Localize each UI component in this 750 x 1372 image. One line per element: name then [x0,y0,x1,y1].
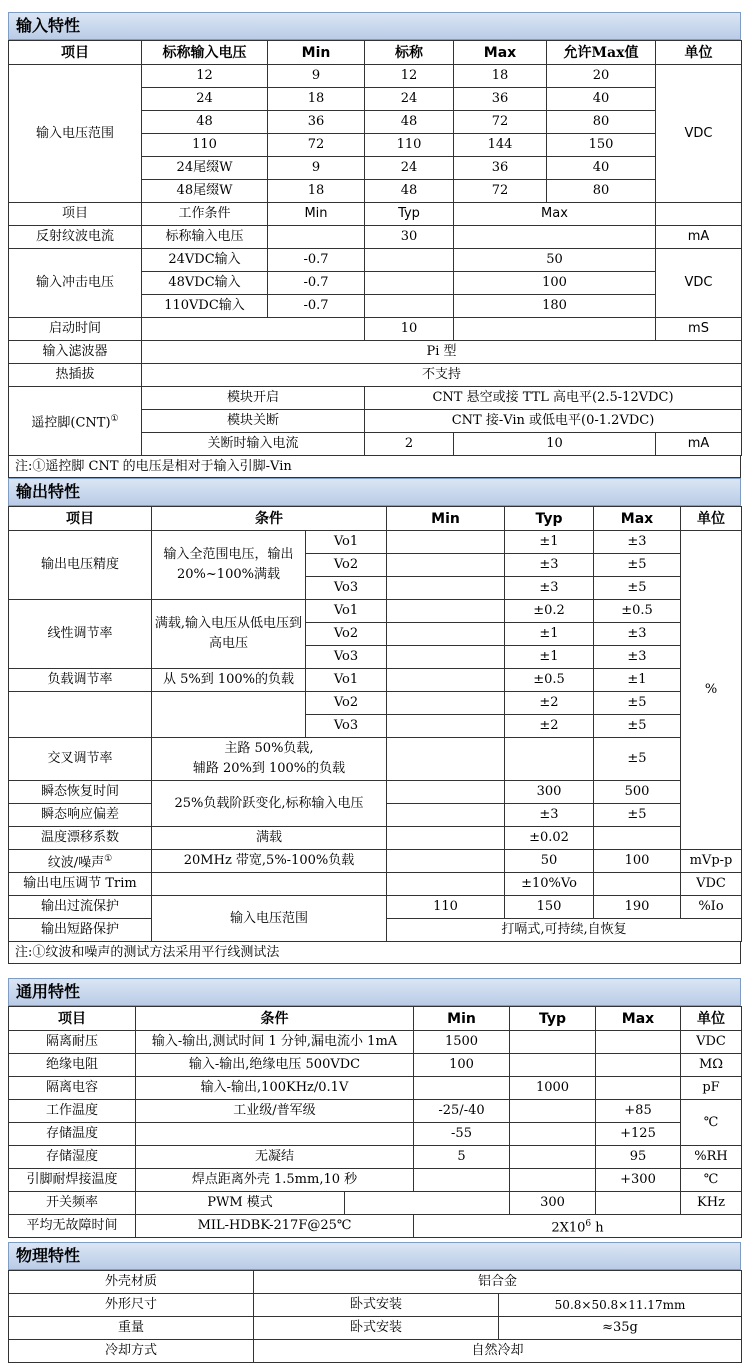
cell [414,1215,742,1238]
cell: 110 [142,134,268,157]
cell: 24 [365,88,454,111]
cell: ±3 [505,554,594,577]
cell: ±1 [505,531,594,554]
cell: 150 [547,134,656,157]
cell [596,1192,681,1215]
mtbf-exponent: 6 [585,1218,592,1229]
table-row [9,850,742,873]
cell: +300 [596,1169,681,1192]
subheader-cell: Max [454,203,656,226]
input-section [8,12,741,478]
table-row [9,692,742,715]
cell: 36 [268,111,365,134]
condition-cell: 无凝结 [136,1146,414,1169]
cell: 9 [268,157,365,180]
cell [387,850,505,873]
cell: 100 [594,850,681,873]
cell: CNT 悬空或接 TTL 高电平(2.5-12VDC) [365,387,742,410]
cell: ≈35g [499,1317,742,1340]
table-row [9,1271,742,1294]
cell: 100 [414,1054,510,1077]
row-label: 热插拔 [9,364,142,387]
condition-cell: 焊点距离外壳 1.5mm,10 秒 [136,1169,414,1192]
cell: +125 [596,1123,681,1146]
header-cell: 单位 [656,41,742,65]
cell [9,692,152,738]
table-row [9,827,742,850]
cell: 自然冷却 [254,1340,742,1363]
row-label: 交叉调节率 [9,738,152,781]
cell [387,531,505,554]
cell: ±0.02 [505,827,594,850]
table-row [9,1054,742,1077]
cell: 36 [454,88,547,111]
table-row [9,41,742,65]
cell: ±0.5 [594,600,681,623]
condition-cell: MIL-HDBK-217F@25℃ [136,1215,414,1238]
table-row [9,1123,742,1146]
condition-cell [152,873,387,896]
cell [387,873,505,896]
cell: 48尾缀W [142,180,268,203]
cell: ±1 [505,623,594,646]
cell: Vo3 [306,577,387,600]
row-label: 负载调节率 [9,669,152,692]
cell [510,1031,596,1054]
unit-cell: ℃ [681,1169,742,1192]
cell: ±5 [594,804,681,827]
cell: 50.8×50.8×11.17mm [499,1294,742,1317]
row-label: 隔离电容 [9,1077,136,1100]
cell [387,646,505,669]
mtbf-base: 2X10 [551,1220,586,1236]
cell [596,1077,681,1100]
cell: ±5 [594,738,681,781]
row-label: 冷却方式 [9,1340,254,1363]
cell [387,692,505,715]
cell: -25/-40 [414,1100,510,1123]
row-label: 工作温度 [9,1100,136,1123]
condition-cell: 从 5%到 100%的负载 [152,669,306,692]
cell [594,827,681,850]
cell [345,1192,510,1215]
cell: 300 [505,781,594,804]
cell [594,873,681,896]
cell: 48 [365,111,454,134]
input-section-title: 输入特性 [8,12,741,40]
unit-cell: VDC [656,249,742,318]
cell [510,1123,596,1146]
unit-cell: ℃ [681,1100,742,1146]
table-row [9,1031,742,1054]
subheader-cell: Typ [365,203,454,226]
cell [387,738,505,781]
cell: ±5 [594,577,681,600]
header-cell: 标称输入电压 [142,41,268,65]
unit-cell: VDC [656,65,742,203]
header-cell: 单位 [681,1007,742,1031]
row-label: 瞬态恢复时间 [9,781,152,804]
cell: Vo3 [306,715,387,738]
unit-cell: MΩ [681,1054,742,1077]
cnt-label: 遥控脚(CNT) [31,415,111,431]
unit-cell: mA [656,226,742,249]
row-label: 输出电压调节 Trim [9,873,152,896]
cell: +85 [596,1100,681,1123]
cell [152,692,306,738]
cell: ±2 [505,692,594,715]
physical-section-title: 物理特性 [8,1242,741,1270]
cell: 18 [268,88,365,111]
output-section-title: 输出特性 [8,478,741,506]
cell: 12 [365,65,454,88]
cell: 24尾缀W [142,157,268,180]
table-row [9,669,742,692]
table-row [9,507,742,531]
cell: 10 [454,433,656,456]
general-table [8,1006,742,1238]
header-cell: Max [594,507,681,531]
table-row [9,781,742,804]
condition-cell: 工业级/普军级 [136,1100,414,1123]
header-cell: 单位 [681,507,742,531]
subheader-cell: 项目 [9,203,142,226]
cell: 5 [414,1146,510,1169]
cell [656,203,742,226]
cell [387,554,505,577]
cell [454,226,656,249]
condition-cell: 25%负载阶跃变化,标称输入电压 [152,781,387,827]
cell: 100 [454,272,656,295]
cell: 180 [454,295,656,318]
cell [387,600,505,623]
cell: 12 [142,65,268,88]
cell: ±3 [505,577,594,600]
cell: 150 [505,896,594,919]
cell: Vo1 [306,669,387,692]
cell: 1000 [510,1077,596,1100]
unit-cell: mVp-p [681,850,742,873]
header-cell: Min [268,41,365,65]
row-label: 反射纹波电流 [9,226,142,249]
row-label: 外形尺寸 [9,1294,254,1317]
cell: Pi 型 [142,341,742,364]
table-row [9,1077,742,1100]
row-label: 隔离耐压 [9,1031,136,1054]
cell [387,804,505,827]
cell: 24 [365,157,454,180]
cell: 36 [454,157,547,180]
cell: Vo3 [306,646,387,669]
physical-section [8,1242,741,1363]
cell: -0.7 [268,272,365,295]
table-row [9,364,742,387]
condition-cell: 满载 [152,827,387,850]
cell: ±0.5 [505,669,594,692]
mtbf-unit: h [591,1220,604,1236]
cell: 20 [547,65,656,88]
table-row [9,1192,742,1215]
cell: 72 [454,180,547,203]
table-row [9,600,742,623]
cell [510,1146,596,1169]
cell [387,781,505,804]
row-label: 输出过流保护 [9,896,152,919]
cell: 48 [142,111,268,134]
general-section [8,978,741,1238]
cell: 10 [365,318,454,341]
cell: -0.7 [268,295,365,318]
cell: 模块开启 [142,387,365,410]
cell: 40 [547,157,656,180]
cell [414,1169,510,1192]
row-label: 输入冲击电压 [9,249,142,318]
cell: 500 [594,781,681,804]
cell: CNT 接-Vin 或低电平(0-1.2VDC) [365,410,742,433]
header-cell: Max [596,1007,681,1031]
cell: ±3 [594,531,681,554]
cell: 24VDC输入 [142,249,268,272]
cell [387,715,505,738]
header-cell: Typ [505,507,594,531]
header-cell: Typ [510,1007,596,1031]
input-table [8,40,742,456]
condition-cell [136,1123,414,1146]
table-row [9,387,742,410]
row-label: 开关频率 [9,1192,136,1215]
header-cell: Min [387,507,505,531]
cell: 50 [505,850,594,873]
cell: 72 [454,111,547,134]
cell: 模块关断 [142,410,365,433]
cell: Vo2 [306,554,387,577]
cell [387,623,505,646]
cell: 95 [596,1146,681,1169]
unit-cell: KHz [681,1192,742,1215]
cross-cond-line-1: 主路 50%负载, [224,741,314,756]
cell [454,318,656,341]
row-label: 绝缘电阻 [9,1054,136,1077]
table-row [9,896,742,919]
table-row [9,65,742,88]
cell [387,827,505,850]
row-label: 瞬态响应偏差 [9,804,152,827]
cell: 300 [510,1192,596,1215]
cell: 144 [454,134,547,157]
cell: 18 [454,65,547,88]
cell: Vo1 [306,531,387,554]
cell: 40 [547,88,656,111]
cell [365,295,454,318]
cell: 190 [594,896,681,919]
table-row [9,1100,742,1123]
table-row [9,226,742,249]
condition-cell: 输入-输出,绝缘电压 500VDC [136,1054,414,1077]
cell: 80 [547,180,656,203]
cell: ±5 [594,554,681,577]
cell: 110 [365,134,454,157]
cell [510,1100,596,1123]
general-section-title: 通用特性 [8,978,741,1006]
row-label: 平均无故障时间 [9,1215,136,1238]
header-cell: 标称 [365,41,454,65]
noise-label: 纹波/噪声 [47,855,105,871]
cell: 18 [268,180,365,203]
cell [268,226,365,249]
row-label: 启动时间 [9,318,142,341]
unit-cell: %Io [681,896,742,919]
cell: 110 [387,896,505,919]
cell: ±3 [505,804,594,827]
condition-cell [152,738,387,781]
table-row [9,249,742,272]
cell: 不支持 [142,364,742,387]
unit-cell: VDC [681,873,742,896]
output-note: 注:①纹波和噪声的测试方法采用平行线测试法 [8,942,741,964]
cell [414,1077,510,1100]
unit-cell: VDC [681,1031,742,1054]
cell: -55 [414,1123,510,1146]
condition-cell: 输入全范围电压，输出20%~100%满载 [152,531,306,600]
footnote-mark: ① [110,413,119,424]
table-row [9,1294,742,1317]
table-row [9,341,742,364]
cell: 80 [547,111,656,134]
condition-cell: 20MHz 带宽,5%-100%负载 [152,850,387,873]
row-label [9,387,142,456]
row-label: 存储温度 [9,1123,136,1146]
table-row [9,1169,742,1192]
cell [596,1031,681,1054]
input-note: 注:①遥控脚 CNT 的电压是相对于输入引脚-Vin [8,456,741,478]
header-cell: Max [454,41,547,65]
footnote-mark: ① [104,853,113,864]
cell: 卧式安装 [254,1294,499,1317]
unit-cell: mS [656,318,742,341]
cell: ±3 [594,623,681,646]
table-row [9,1340,742,1363]
row-label: 外壳材质 [9,1271,254,1294]
row-label: 温度漂移系数 [9,827,152,850]
cell: ±1 [594,669,681,692]
condition-cell: 满载,输入电压从低电压到高电压 [152,600,306,669]
row-label: 输出短路保护 [9,919,152,942]
header-cell: Min [414,1007,510,1031]
cell: ±0.2 [505,600,594,623]
cell: 9 [268,65,365,88]
subheader-cell: 工作条件 [142,203,268,226]
output-table [8,506,742,942]
cross-cond-line-2: 辅路 20%到 100%的负载 [192,761,346,776]
header-cell: 项目 [9,41,142,65]
cell: ±5 [594,715,681,738]
row-label: 输入电压范围 [9,65,142,203]
cell [510,1054,596,1077]
table-row [9,1215,742,1238]
cell: Vo2 [306,692,387,715]
cell [142,318,365,341]
cell: 1500 [414,1031,510,1054]
cell: 铝合金 [254,1271,742,1294]
unit-cell: mA [656,433,742,456]
output-section [8,478,741,964]
cell [596,1054,681,1077]
unit-cell: %RH [681,1146,742,1169]
row-label: 输出电压精度 [9,531,152,600]
cell: 50 [454,249,656,272]
cell: ±3 [594,646,681,669]
cell: 24 [142,88,268,111]
table-row [9,203,742,226]
cell: 48 [365,180,454,203]
cell: 打嗝式,可持续,自恢复 [387,919,742,942]
header-cell: 条件 [152,507,387,531]
cell: ±2 [505,715,594,738]
cell: ±1 [505,646,594,669]
cell: 2 [365,433,454,456]
cell: 110VDC输入 [142,295,268,318]
row-label: 输入滤波器 [9,341,142,364]
table-row [9,318,742,341]
header-cell: 项目 [9,1007,136,1031]
cell: 卧式安装 [254,1317,499,1340]
condition-cell: 输入电压范围 [152,896,387,942]
table-row [9,738,742,781]
condition-cell: 输入-输出,100KHz/0.1V [136,1077,414,1100]
cell: 48VDC输入 [142,272,268,295]
cell: 30 [365,226,454,249]
cell: 标称输入电压 [142,226,268,249]
header-cell: 条件 [136,1007,414,1031]
row-label: 重量 [9,1317,254,1340]
cell: 关断时输入电流 [142,433,365,456]
cell: Vo1 [306,600,387,623]
table-row [9,531,742,554]
row-label: 存储湿度 [9,1146,136,1169]
subheader-cell: Min [268,203,365,226]
condition-cell: PWM 模式 [136,1192,345,1215]
table-row [9,1007,742,1031]
cell [365,272,454,295]
cell [387,669,505,692]
cell [387,577,505,600]
cell [510,1169,596,1192]
table-row [9,873,742,896]
cell [505,738,594,781]
cell: ±5 [594,692,681,715]
row-label [9,850,152,873]
header-cell: 允许Max值 [547,41,656,65]
row-label: 线性调节率 [9,600,152,669]
cell [365,249,454,272]
cell: -0.7 [268,249,365,272]
header-cell: 项目 [9,507,152,531]
unit-cell: pF [681,1077,742,1100]
cell: ±10%Vo [505,873,594,896]
table-row [9,1317,742,1340]
physical-table [8,1270,742,1363]
table-row [9,1146,742,1169]
unit-cell: % [681,531,742,850]
cell: Vo2 [306,623,387,646]
cell: 72 [268,134,365,157]
condition-cell: 输入-输出,测试时间 1 分钟,漏电流小 1mA [136,1031,414,1054]
row-label: 引脚耐焊接温度 [9,1169,136,1192]
